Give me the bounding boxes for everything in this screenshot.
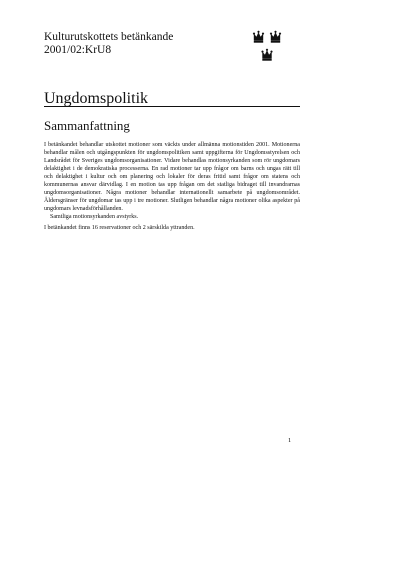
summary-body: [44, 141, 300, 233]
summary-paragraph: I betänkandet finns 16 reservationer och 2 särskilda yttranden.: [44, 225, 195, 232]
report-header: [44, 31, 173, 56]
report-number: 2001/02:KrU8: [44, 43, 112, 56]
three-crowns-icon: [252, 30, 282, 64]
section-title: Sammanfattning: [44, 118, 130, 133]
document-title: Ungdomspolitik: [44, 90, 149, 107]
page-number: 1: [288, 437, 292, 444]
summary-paragraph: I betänkandet behandlar utskottet motioner som väckts under allmänna motionstiden 2001. Motionerna behandlar målen och utgångspunkten för ungdomspolitiken samt uppgifterna för Ungdomsstyrelsen och Landsrådet för Sveriges ungdomsorganisationer. Vidare behandlas motionsyrkanden som rör ungdomars delaktighet i de demokratiska processerna. En rad motioner tar upp frågor om barns och ungas rätt till och delaktighet i kultur och om planering och lokaler för deras fritid samt frågor om statens och kommunernas ansvar därvidlag. I en motion tas upp frågan om det statliga bidraget till invandrarnas ungdomsorganisationer. Några motioner behandlar internationellt samarbete på ungdomsområdet. Åldersgränser för ungdomar tas upp i tre motioner. Slutligen behandlar några motioner olika aspekter på ungdomars levnadsförhållanden.: [44, 142, 300, 213]
report-series: Kulturutskottets betänkande: [44, 31, 174, 43]
summary-paragraph: Samtliga motionsyrkanden avstyrks.: [50, 214, 139, 221]
title-rule: [44, 106, 300, 107]
